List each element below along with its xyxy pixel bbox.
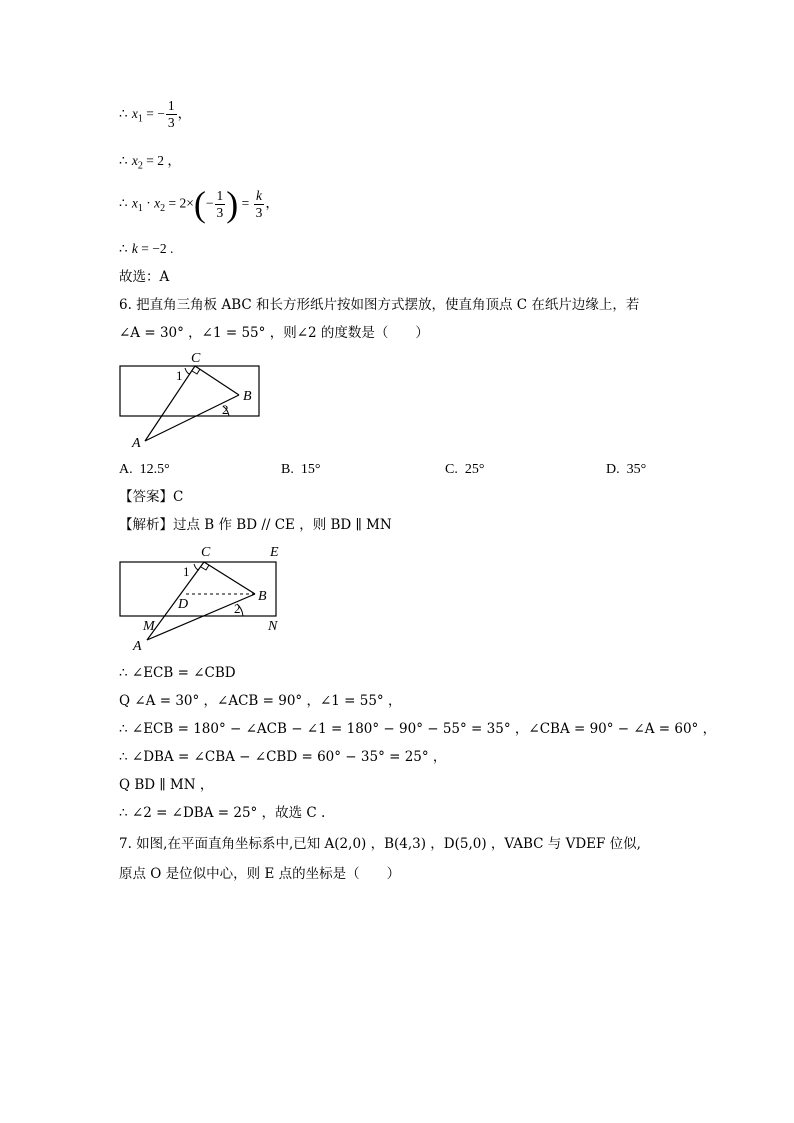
label-angle-1: 1 bbox=[183, 564, 190, 579]
option-value: 25° bbox=[464, 462, 485, 477]
var-x: x bbox=[154, 195, 161, 211]
label-m: M bbox=[143, 619, 155, 634]
q6-step-2: Q ∠A = 30° ，∠ACB = 90° ，∠1 = 55° ， bbox=[119, 693, 402, 709]
label-angle-2: 2 bbox=[222, 402, 229, 417]
label-a: A bbox=[133, 639, 142, 654]
q6-solution-figure bbox=[115, 540, 290, 655]
option-c[interactable] bbox=[445, 462, 484, 478]
q6-answer-tag: 【答案】C bbox=[119, 489, 184, 505]
label-b: B bbox=[258, 589, 267, 604]
therefore-symbol: ∴ bbox=[119, 106, 128, 122]
option-key: A. bbox=[119, 462, 133, 477]
solution-line-x1 bbox=[119, 98, 191, 138]
comma: ， bbox=[265, 195, 279, 212]
var-x: x bbox=[131, 195, 138, 211]
fraction-one-third bbox=[166, 98, 177, 131]
label-c: C bbox=[191, 351, 201, 366]
subscript: 1 bbox=[137, 203, 143, 215]
option-value: 15° bbox=[300, 462, 321, 477]
therefore-symbol: ∴ bbox=[119, 195, 128, 212]
label-angle-1: 1 bbox=[176, 368, 183, 383]
therefore-symbol: ∴ bbox=[119, 241, 128, 257]
left-paren: ( bbox=[193, 184, 206, 224]
label-d: D bbox=[178, 597, 189, 612]
side-cb bbox=[204, 562, 255, 594]
q6-step-5: Q BD ∥ MN ， bbox=[119, 777, 214, 793]
angle1-arc bbox=[185, 368, 190, 374]
var-x: x bbox=[131, 106, 138, 121]
denominator: 3 bbox=[216, 204, 224, 220]
option-value: 12.5° bbox=[139, 462, 170, 477]
side-ca bbox=[145, 366, 195, 441]
q6-figure bbox=[115, 348, 275, 450]
option-b[interactable] bbox=[281, 462, 320, 478]
numerator: 1 bbox=[216, 187, 224, 203]
q6-step-6: ∴ ∠2 = ∠DBA = 25° ，故选 C . bbox=[119, 805, 326, 821]
label-c: C bbox=[201, 545, 211, 560]
equals-minus: = − bbox=[142, 106, 165, 121]
comma: ， bbox=[177, 106, 192, 122]
label-e: E bbox=[270, 545, 279, 560]
q6-step-1: ∴ ∠ECB = ∠CBD bbox=[119, 665, 236, 681]
var-x: x bbox=[131, 153, 138, 168]
label-n: N bbox=[268, 619, 278, 634]
option-key: C. bbox=[445, 462, 458, 477]
subscript: 2 bbox=[160, 203, 166, 215]
equals-two-times: = 2× bbox=[165, 195, 194, 211]
q6-step-4: ∴ ∠DBA = ∠CBA − ∠CBD = 60° − 35° = 25° ， bbox=[119, 749, 447, 765]
numerator: 1 bbox=[167, 98, 175, 113]
subscript: 1 bbox=[137, 113, 143, 125]
equals-minus-two: = −2 . bbox=[137, 241, 174, 256]
option-key: D. bbox=[606, 462, 620, 477]
solution-line-x2 bbox=[119, 152, 181, 176]
numerator: k bbox=[256, 187, 262, 203]
subscript: 2 bbox=[137, 160, 143, 172]
option-a[interactable] bbox=[119, 462, 170, 478]
denominator: 3 bbox=[255, 204, 263, 220]
fraction-one-third bbox=[215, 188, 226, 221]
label-angle-2: 2 bbox=[234, 601, 241, 616]
side-cb bbox=[195, 366, 239, 395]
q6-step-3: ∴ ∠ECB = 180° − ∠ACB − ∠1 = 180° − 90° − 55° = 35° ，∠CBA = 90° − ∠A = 60° ， bbox=[119, 721, 717, 737]
option-d[interactable] bbox=[606, 462, 646, 478]
minus: − bbox=[205, 195, 214, 211]
answer-choice-line: 故选：A bbox=[119, 269, 170, 285]
equals-two: = 2 ， bbox=[142, 153, 181, 168]
equals: = bbox=[238, 195, 253, 211]
option-value: 35° bbox=[626, 462, 647, 477]
q6-stem-line1: 6. 把直角三角板 ABC 和长方形纸片按如图方式摆放，使直角顶点 C 在纸片边缘上，若 bbox=[119, 297, 640, 313]
label-a: A bbox=[132, 436, 141, 450]
fraction-k-third bbox=[254, 188, 265, 221]
var-k: k bbox=[131, 241, 138, 256]
option-key: B. bbox=[281, 462, 294, 477]
therefore-symbol: ∴ bbox=[119, 153, 128, 169]
q6-stem-line2: ∠A = 30° ，∠1 = 55° ，则∠2 的度数是（ ） bbox=[119, 325, 429, 341]
denominator: 3 bbox=[167, 115, 175, 130]
right-paren: ) bbox=[226, 184, 239, 224]
right-angle-mark bbox=[201, 565, 209, 570]
solution-line-k bbox=[119, 240, 173, 258]
solution-line-product bbox=[119, 186, 279, 226]
dot: · bbox=[142, 195, 155, 211]
q6-analysis-tag: 【解析】过点 B 作 BD // CE ，则 BD ∥ MN bbox=[119, 517, 392, 533]
q7-stem-line1: 7. 如图,在平面直角坐标系中,已知 A(2,0) ，B(4,3) ，D(5,0) ，VABC 与 VDEF 位似, bbox=[119, 836, 641, 852]
label-b: B bbox=[243, 389, 252, 404]
q7-stem-line2: 原点 O 是位似中心，则 E 点的坐标是（ ） bbox=[119, 866, 401, 882]
